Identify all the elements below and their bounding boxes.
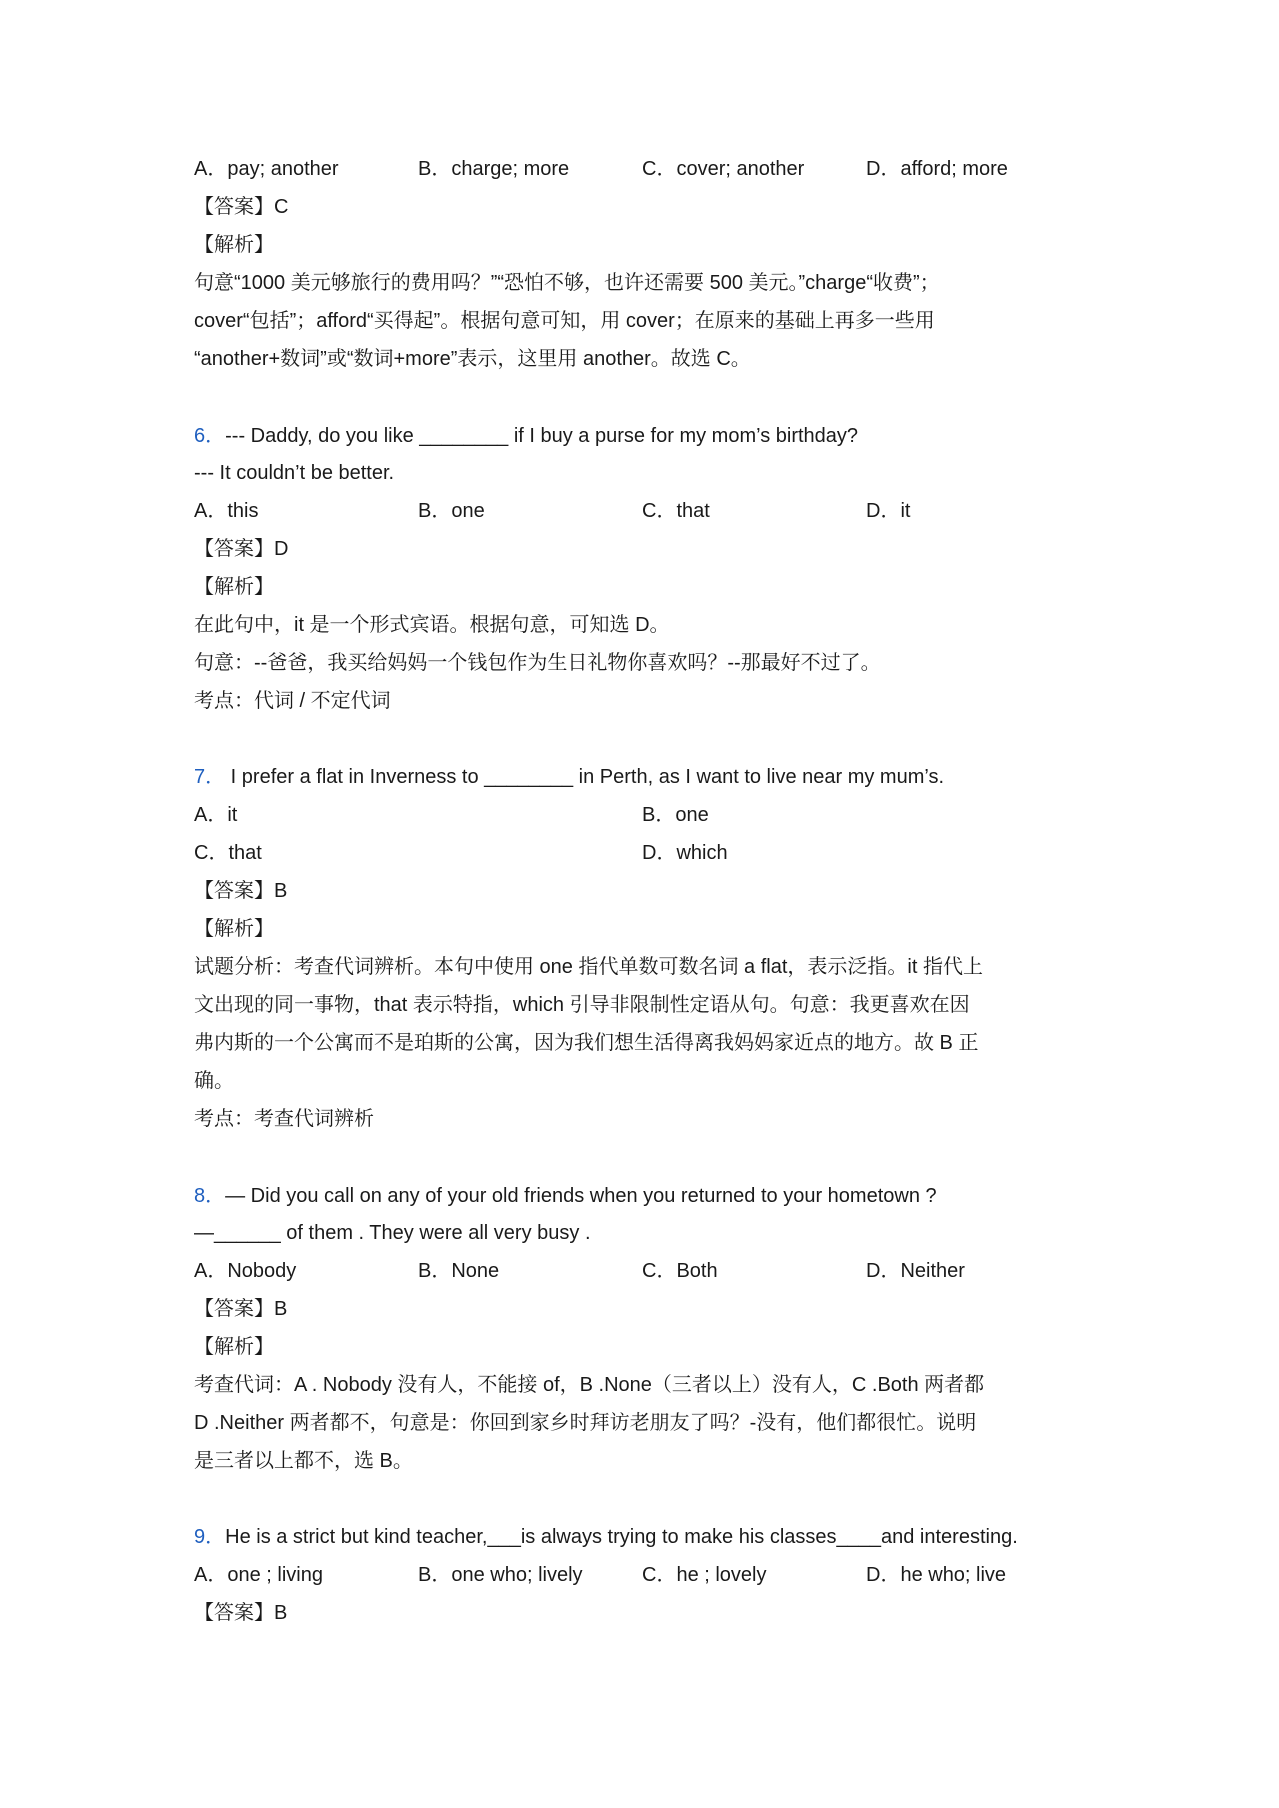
q5-analysis-line: cover“包括”；afford“买得起”。根据句意可知，用 cover；在原来的基础上再多一些用: [194, 310, 935, 332]
q6-stem: [194, 423, 858, 449]
q8-stem-reply: —______ of them . They were all very busy .: [194, 1222, 591, 1244]
q8-option-a: A．Nobody: [194, 1260, 297, 1282]
q6-analysis-label: 【解析】: [194, 576, 274, 598]
q5-option-b: B．charge; more: [418, 158, 570, 180]
q8-option-c: C．Both: [642, 1260, 718, 1282]
q6-option-d: D．it: [866, 500, 911, 522]
q5-analysis-line: “another+数词”或“数词+more”表示，这里用 another。故选 C。: [194, 348, 751, 370]
q5-answer: 【答案】C: [194, 196, 289, 218]
q5-option-a: A．pay; another: [194, 158, 339, 180]
q5-option-d: D．afford; more: [866, 158, 1008, 180]
q6-answer: 【答案】D: [194, 538, 289, 560]
q7-answer: 【答案】B: [194, 880, 288, 902]
q9-option-a: A．one ; living: [194, 1564, 323, 1586]
q7-analysis-line: 试题分析：考查代词辨析。本句中使用 one 指代单数可数名词 a flat，表示泛指。it 指代上: [194, 956, 983, 978]
q8-analysis-line: 考查代词：A . Nobody 没有人，不能接 of，B .None（三者以上）没有人，C .Both 两者都: [194, 1374, 985, 1396]
q7-stem-text: I prefer a flat in Inverness to ________ in Perth, as I want to live near my mum’s.: [225, 766, 945, 788]
q8-analysis-line: D .Neither 两者都不，句意是：你回到家乡时拜访老朋友了吗？-没有，他们都很忙。说明: [194, 1412, 977, 1434]
q7-option-b: B．one: [642, 804, 709, 826]
q6-option-a: A．this: [194, 500, 259, 522]
q7-analysis-line: 确。: [194, 1070, 234, 1092]
q9-option-d: D．he who; live: [866, 1564, 1007, 1586]
q8-analysis-label: 【解析】: [194, 1336, 274, 1358]
q9-number: 9．: [194, 1526, 226, 1548]
q9-answer: 【答案】B: [194, 1602, 288, 1624]
q6-analysis-line: 考点：代词 / 不定代词: [194, 690, 391, 712]
q7-analysis-label: 【解析】: [194, 918, 274, 940]
q7-analysis-line: 弗内斯的一个公寓而不是珀斯的公寓，因为我们想生活得离我妈妈家近点的地方。故 B 正: [194, 1032, 979, 1054]
q7-analysis-line: 文出现的同一事物，that 表示特指，which 引导非限制性定语从句。句意：我更喜欢在因: [194, 994, 970, 1016]
q9-stem-text: He is a strict but kind teacher,___is always trying to make his classes____and interesting.: [225, 1526, 1018, 1548]
q5-analysis-line: 句意“1000 美元够旅行的费用吗？”“恐怕不够，也许还需要 500 美元。”charge“收费”；: [194, 272, 940, 294]
q5-option-c: C．cover; another: [642, 158, 805, 180]
q7-option-d: D．which: [642, 842, 728, 864]
q7-option-c: C．that: [194, 842, 262, 864]
q6-stem-reply: --- It couldn’t be better.: [194, 462, 395, 484]
q8-stem-text: — Did you call on any of your old friends when you returned to your hometown ?: [225, 1185, 937, 1207]
q8-answer: 【答案】B: [194, 1298, 288, 1320]
q8-option-d: D．Neither: [866, 1260, 965, 1282]
q5-analysis-label: 【解析】: [194, 234, 274, 256]
q6-number: 6．: [194, 425, 226, 447]
q8-analysis-line: 是三者以上都不，选 B。: [194, 1450, 413, 1472]
q6-option-c: C．that: [642, 500, 710, 522]
q8-number: 8．: [194, 1185, 226, 1207]
q6-option-b: B．one: [418, 500, 485, 522]
q6-stem-text: --- Daddy, do you like ________ if I buy a purse for my mom’s birthday?: [225, 425, 859, 447]
q9-option-c: C．he ; lovely: [642, 1564, 767, 1586]
q9-stem: [194, 1524, 1018, 1550]
q8-option-b: B．None: [418, 1260, 500, 1282]
q7-number: 7．: [194, 766, 226, 788]
q9-option-b: B．one who; lively: [418, 1564, 583, 1586]
q8-stem: [194, 1183, 937, 1209]
q7-stem: [194, 764, 944, 790]
q6-analysis-line: 句意：--爸爸，我买给妈妈一个钱包作为生日礼物你喜欢吗？--那最好不过了。: [194, 652, 881, 674]
q7-analysis-line: 考点：考查代词辨析: [194, 1108, 374, 1130]
q6-analysis-line: 在此句中，it 是一个形式宾语。根据句意，可知选 D。: [194, 614, 670, 636]
q7-option-a: A．it: [194, 804, 238, 826]
